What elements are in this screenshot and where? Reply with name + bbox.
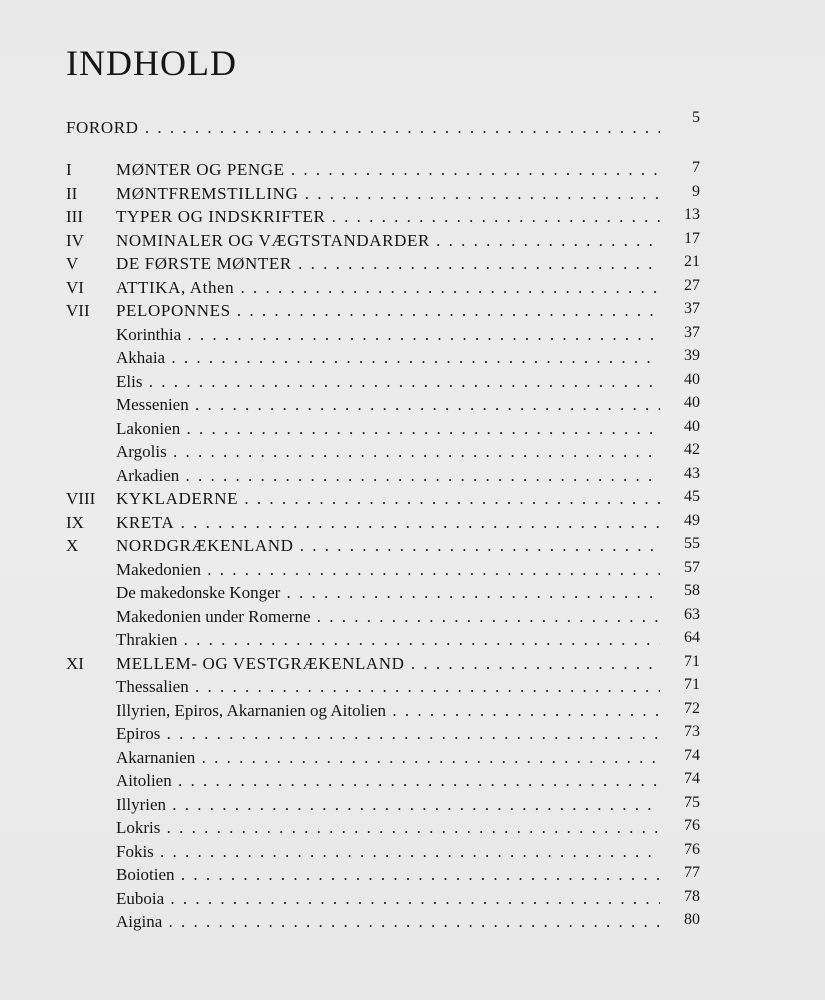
toc-entry [66,700,700,722]
toc-entry-label: Messenien . . . [116,394,660,416]
toc-section-numeral: VI [66,277,84,297]
toc-page-number: 64 [684,629,700,646]
toc-page-number: 17 [684,229,700,247]
toc-entry-label: MØNTER OG PENGE . . . [116,159,660,181]
toc-section-numeral: IX [66,512,84,532]
toc-page-number: 37 [684,323,700,341]
toc-page-number: 76 [684,840,700,858]
toc-section-numeral: II [66,183,78,203]
toc-entry [66,300,700,322]
toc-entry-label: DE FØRSTE MØNTER . . . [116,253,660,275]
toc-entry-label: Argolis . . . [116,441,660,463]
toc-entry [66,277,700,299]
toc-entry [66,159,700,181]
toc-page-number: 13 [684,206,700,223]
toc-entry [66,606,700,628]
toc-entry [66,347,700,369]
toc-entry-label: KRETA . . . [116,512,660,534]
toc-entry [66,582,700,604]
toc-entry [66,676,700,698]
toc-entry-label: Arkadien . . . [116,465,660,487]
toc-section-numeral: XI [66,653,84,673]
toc-entry [66,794,700,816]
toc-page-number: 9 [692,182,700,200]
toc-page-number: 73 [684,723,700,740]
toc-page-number: 43 [684,464,700,482]
toc-entry-label: Akarnanien . . . [116,747,660,769]
toc-entry-label: Aigina . . . [116,911,660,933]
toc-entry [66,230,700,252]
toc-entry-label: Makedonien under Romerne . . . [116,606,660,628]
toc-page-number: 57 [684,558,700,576]
toc-page-number: 75 [684,793,700,811]
toc-entry [66,559,700,581]
toc-entry-label: Euboia . . . [116,888,660,910]
toc-entry [66,324,700,346]
toc-entry [66,841,700,863]
toc-entry-label: Akhaia . . . [116,347,660,369]
toc-entry-forord [66,109,700,139]
toc-page-number: 45 [684,488,700,505]
toc-entry [66,371,700,393]
toc-entry-label: Fokis . . . [116,841,660,863]
toc-section-numeral: X [66,536,79,555]
toc-entry-label: PELOPONNES . . . [116,300,660,322]
toc-entry-label: Korinthia . . . [116,324,660,346]
toc-entry [66,512,700,534]
toc-entry [66,629,700,651]
toc-entry-label: Makedonien . . . [116,559,660,581]
toc-entry-label: Thessalien . . . [116,676,660,698]
toc-entry-label: MØNTFREMSTILLING . . . [116,183,660,205]
toc-section-numeral: VIII [66,489,96,508]
toc-entry [66,723,700,745]
toc-section-numeral: III [66,207,83,226]
toc-entry-label: NORDGRÆKENLAND . . . [116,535,660,557]
toc-entry-label: FORORD . . . [66,117,660,139]
toc-entry [66,418,700,440]
toc-page-number: 80 [684,911,700,928]
toc-entry [66,653,700,675]
toc-entry-label: Lokris . . . [116,817,660,839]
toc-entry-label: Elis . . . [116,371,660,393]
toc-section-numeral: VII [66,301,90,320]
toc-page-number: 77 [684,864,700,881]
toc-page-number: 21 [684,253,700,270]
toc-page-number: 71 [684,676,700,693]
toc-page-number: 37 [684,300,700,317]
toc-page-number: 55 [684,535,700,552]
toc-entry [66,441,700,463]
toc-entry-label: Boiotien . . . [116,864,660,886]
toc-entry [66,253,700,275]
toc-page-number: 74 [684,770,700,787]
toc-page-number: 49 [684,511,700,529]
toc-page-number: 58 [684,582,700,599]
toc-entry-label: Lakonien . . . [116,418,660,440]
toc-entry [66,888,700,910]
toc-page-number: 40 [684,370,700,388]
toc-page-number: 5 [692,109,700,126]
toc-entry-label: KYKLADERNE . . . [116,488,660,510]
toc-entry-label: Illyrien . . . [116,794,660,816]
toc-entry-label: MELLEM- OG VESTGRÆKENLAND . . . [116,653,660,675]
toc-page-number: 39 [684,347,700,364]
toc-entry [66,817,700,839]
toc-entry [66,183,700,205]
toc-page-number: 78 [684,887,700,905]
toc-page-number: 71 [684,652,700,670]
toc-entry [66,535,700,557]
toc-page-number: 40 [684,394,700,411]
toc-entry-label: Thrakien . . . [116,629,660,651]
toc-page-number: 7 [692,159,700,176]
toc-section-numeral: I [66,160,72,179]
toc-entry-label: ATTIKA, Athen . . . [116,277,660,299]
toc-entry [66,465,700,487]
toc-entry [66,770,700,792]
toc-entry-label: De makedonske Konger . . . [116,582,660,604]
toc-section-numeral: IV [66,230,84,250]
toc-page-number: 40 [684,417,700,435]
toc-entry [66,911,700,933]
toc-entry [66,747,700,769]
toc-entry [66,206,700,228]
toc-entry-label: Illyrien, Epiros, Akarnanien og Aitolien . . . [116,700,660,722]
toc-entry-label: Aitolien . . . [116,770,660,792]
toc-entry-label: TYPER OG INDSKRIFTER . . . [116,206,660,228]
toc-entry-label: NOMINALER OG VÆGTSTANDARDER . . . [116,230,660,252]
toc-entry [66,394,700,416]
page-title: INDHOLD [66,43,237,83]
toc-page-number: 74 [684,746,700,764]
toc-page-number: 76 [684,817,700,834]
toc-entry [66,864,700,886]
toc-page-number: 72 [684,699,700,717]
toc-page-number: 42 [684,441,700,458]
toc-entry-label: Epiros . . . [116,723,660,745]
toc-page-number: 63 [684,605,700,623]
toc-entry [66,488,700,510]
toc-section-numeral: V [66,254,79,273]
toc-page-number: 27 [684,276,700,294]
